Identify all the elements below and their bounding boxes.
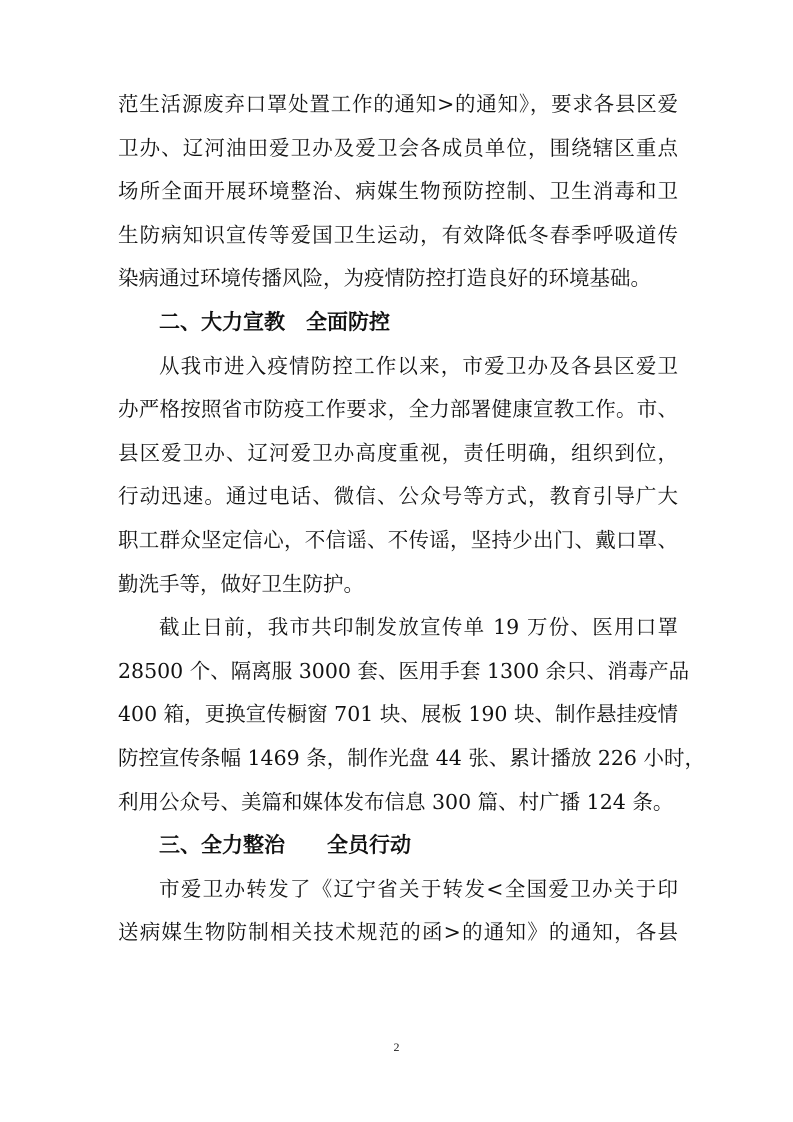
section-heading: 二、大力宣教 全面防控	[159, 310, 390, 334]
paragraph-line: 从我市进入疫情防控工作以来，市爱卫办及各县区爱卫	[159, 353, 678, 378]
paragraph-line: 400 箱，更换宣传橱窗 701 块、展板 190 块、制作悬挂疫情	[118, 702, 678, 727]
paragraph-line: 防控宣传条幅 1469 条，制作光盘 44 张、累计播放 226 小时，	[118, 746, 705, 770]
paragraph-line: 染病通过环境传播风险，为疫情防控打造良好的环境基础。	[118, 266, 651, 291]
paragraph-line: 场所全面开展环境整治、病媒生物预防控制、卫生消毒和卫	[118, 179, 678, 204]
paragraph-line: 卫办、辽河油田爱卫办及爱卫会各成员单位，围绕辖区重点	[118, 135, 678, 160]
paragraph-line: 勤洗手等，做好卫生防护。	[118, 571, 364, 596]
paragraph-line: 行动迅速。通过电话、微信、公众号等方式，教育引导广大	[118, 484, 678, 509]
paragraph-line: 县区爱卫办、辽河爱卫办高度重视，责任明确，组织到位，	[118, 440, 678, 465]
paragraph-line: 市爱卫办转发了《辽宁省关于转发<全国爱卫办关于印	[159, 876, 678, 901]
paragraph-line: 范生活源废弃口罩处置工作的通知>的通知》，要求各县区爱	[118, 92, 678, 116]
paragraph-line: 28500 个、隔离服 3000 套、医用手套 1300 余只、消毒产品	[118, 658, 690, 683]
paragraph-line: 送病媒生物防制相关技术规范的函>的通知》的通知，各县	[118, 920, 678, 945]
paragraph-line: 办严格按照省市防疫工作要求，全力部署健康宣教工作。市、	[118, 397, 678, 422]
paragraph-line: 截止日前，我市共印制发放宣传单 19 万份、医用口罩	[159, 615, 678, 640]
paragraph-line: 利用公众号、美篇和媒体发布信息 300 篇、村广播 124 条。	[118, 789, 674, 814]
paragraph-line: 生防病知识宣传等爱国卫生运动，有效降低冬春季呼吸道传	[118, 222, 678, 247]
page-number: 2	[393, 1040, 400, 1054]
paragraph-line: 职工群众坚定信心，不信谣、不传谣，坚持少出门、戴口罩、	[118, 528, 678, 552]
section-heading: 三、全力整治 全员行动	[159, 833, 411, 858]
